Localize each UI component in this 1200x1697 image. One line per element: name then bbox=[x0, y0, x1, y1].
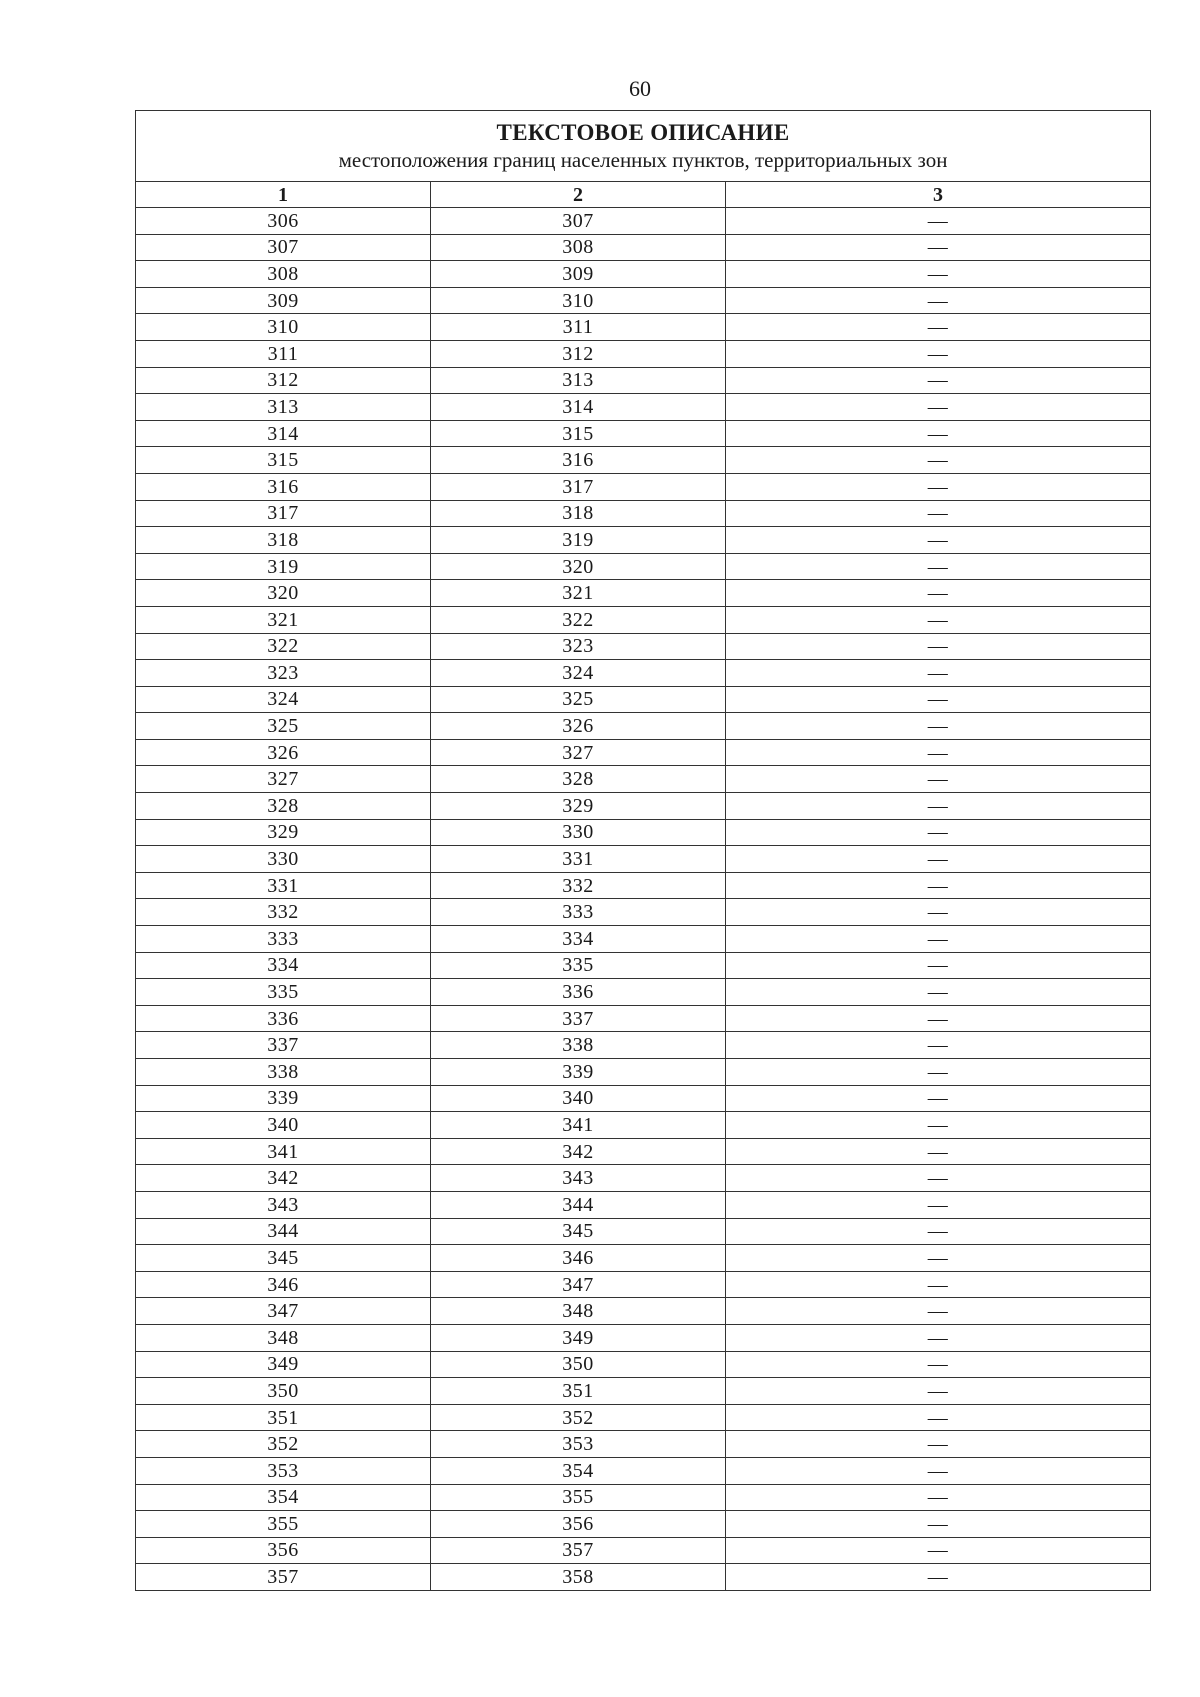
table-cell-col-2: 335 bbox=[431, 952, 726, 979]
table-row bbox=[136, 1191, 1151, 1218]
table-row bbox=[136, 1032, 1151, 1059]
table-cell-col-1: 330 bbox=[136, 846, 431, 873]
table-cell-col-3: — bbox=[726, 314, 1151, 341]
table-cell-col-2: 321 bbox=[431, 580, 726, 607]
table-cell-col-2: 357 bbox=[431, 1537, 726, 1564]
table-row bbox=[136, 1378, 1151, 1405]
table-cell-col-1: 320 bbox=[136, 580, 431, 607]
table-cell-col-3: — bbox=[726, 1404, 1151, 1431]
table-cell-col-2: 310 bbox=[431, 287, 726, 314]
table-cell-col-3: — bbox=[726, 1271, 1151, 1298]
table-cell-col-3: — bbox=[726, 1218, 1151, 1245]
table-cell-col-3: — bbox=[726, 1351, 1151, 1378]
table-row bbox=[136, 1511, 1151, 1538]
table-cell-col-1: 334 bbox=[136, 952, 431, 979]
table-cell-col-3: — bbox=[726, 1484, 1151, 1511]
table-cell-col-2: 341 bbox=[431, 1112, 726, 1139]
table-cell-col-1: 342 bbox=[136, 1165, 431, 1192]
table-cell-col-1: 328 bbox=[136, 793, 431, 820]
table-cell-col-3: — bbox=[726, 473, 1151, 500]
table-cell-col-2: 324 bbox=[431, 660, 726, 687]
table-cell-col-1: 315 bbox=[136, 447, 431, 474]
table-cell-col-3: — bbox=[726, 340, 1151, 367]
table-cell-col-2: 319 bbox=[431, 527, 726, 554]
table-cell-col-1: 346 bbox=[136, 1271, 431, 1298]
table-cell-col-3: — bbox=[726, 420, 1151, 447]
table-cell-col-3: — bbox=[726, 394, 1151, 421]
table-cell-col-1: 313 bbox=[136, 394, 431, 421]
table-cell-col-3: — bbox=[726, 979, 1151, 1006]
table-cell-col-1: 349 bbox=[136, 1351, 431, 1378]
table-cell-col-1: 326 bbox=[136, 739, 431, 766]
table-cell-col-2: 314 bbox=[431, 394, 726, 421]
table-cell-col-3: — bbox=[726, 527, 1151, 554]
table-row bbox=[136, 1564, 1151, 1591]
boundary-description-table bbox=[135, 110, 1151, 1591]
table-cell-col-2: 328 bbox=[431, 766, 726, 793]
table-cell-col-2: 352 bbox=[431, 1404, 726, 1431]
table-row bbox=[136, 926, 1151, 953]
table-cell-col-1: 314 bbox=[136, 420, 431, 447]
column-header-1: 1 bbox=[136, 182, 431, 208]
table-body bbox=[136, 208, 1151, 1591]
table-cell-col-1: 307 bbox=[136, 234, 431, 261]
table-cell-col-3: — bbox=[726, 447, 1151, 474]
table-cell-col-3: — bbox=[726, 633, 1151, 660]
table-cell-col-2: 317 bbox=[431, 473, 726, 500]
table-cell-col-2: 323 bbox=[431, 633, 726, 660]
table-cell-col-3: — bbox=[726, 819, 1151, 846]
table-cell-col-3: — bbox=[726, 367, 1151, 394]
table-cell-col-3: — bbox=[726, 1457, 1151, 1484]
table-row bbox=[136, 473, 1151, 500]
table-row bbox=[136, 872, 1151, 899]
table-cell-col-2: 325 bbox=[431, 686, 726, 713]
table-subtitle: местоположения границ населенных пунктов, территориальных зон bbox=[338, 148, 948, 172]
table-row bbox=[136, 447, 1151, 474]
table-cell-col-2: 322 bbox=[431, 606, 726, 633]
table-cell-col-1: 352 bbox=[136, 1431, 431, 1458]
table-cell-col-3: — bbox=[726, 793, 1151, 820]
table-row bbox=[136, 340, 1151, 367]
table-cell-col-2: 318 bbox=[431, 500, 726, 527]
table-row bbox=[136, 1404, 1151, 1431]
table-cell-col-1: 329 bbox=[136, 819, 431, 846]
table-row bbox=[136, 1431, 1151, 1458]
table-cell-col-1: 318 bbox=[136, 527, 431, 554]
table-cell-col-1: 337 bbox=[136, 1032, 431, 1059]
table-cell-col-3: — bbox=[726, 553, 1151, 580]
table-row bbox=[136, 793, 1151, 820]
table-cell-col-3: — bbox=[726, 1298, 1151, 1325]
table-row bbox=[136, 979, 1151, 1006]
table-cell-col-2: 338 bbox=[431, 1032, 726, 1059]
table-cell-col-2: 315 bbox=[431, 420, 726, 447]
table-cell-col-2: 355 bbox=[431, 1484, 726, 1511]
table-row bbox=[136, 287, 1151, 314]
table-cell-col-3: — bbox=[726, 208, 1151, 235]
table-cell-col-3: — bbox=[726, 261, 1151, 288]
table-row bbox=[136, 1005, 1151, 1032]
table-cell-col-2: 354 bbox=[431, 1457, 726, 1484]
table-cell-col-3: — bbox=[726, 872, 1151, 899]
table-cell-col-2: 316 bbox=[431, 447, 726, 474]
table-cell-col-2: 358 bbox=[431, 1564, 726, 1591]
table-row bbox=[136, 1484, 1151, 1511]
table-row bbox=[136, 367, 1151, 394]
table-row bbox=[136, 713, 1151, 740]
table-cell-col-1: 336 bbox=[136, 1005, 431, 1032]
table-cell-col-1: 323 bbox=[136, 660, 431, 687]
table-cell-col-1: 339 bbox=[136, 1085, 431, 1112]
table-cell-col-1: 341 bbox=[136, 1138, 431, 1165]
table-cell-col-2: 340 bbox=[431, 1085, 726, 1112]
table-cell-col-1: 319 bbox=[136, 553, 431, 580]
table-cell-col-2: 345 bbox=[431, 1218, 726, 1245]
table-cell-col-2: 356 bbox=[431, 1511, 726, 1538]
table-cell-col-3: — bbox=[726, 686, 1151, 713]
column-header-3: 3 bbox=[726, 182, 1151, 208]
table-cell-col-1: 333 bbox=[136, 926, 431, 953]
table-cell-col-1: 353 bbox=[136, 1457, 431, 1484]
table-cell-col-2: 346 bbox=[431, 1245, 726, 1272]
table-cell-col-1: 325 bbox=[136, 713, 431, 740]
table-row bbox=[136, 1085, 1151, 1112]
table-row bbox=[136, 1457, 1151, 1484]
page-number: 60 bbox=[629, 76, 651, 101]
table-cell-col-2: 344 bbox=[431, 1191, 726, 1218]
table-cell-col-3: — bbox=[726, 1245, 1151, 1272]
table-cell-col-3: — bbox=[726, 234, 1151, 261]
table-cell-col-3: — bbox=[726, 1431, 1151, 1458]
table-cell-col-2: 309 bbox=[431, 261, 726, 288]
table-cell-col-1: 338 bbox=[136, 1059, 431, 1086]
table-cell-col-2: 312 bbox=[431, 340, 726, 367]
column-header-2: 2 bbox=[431, 182, 726, 208]
table-cell-col-3: — bbox=[726, 739, 1151, 766]
table-cell-col-2: 330 bbox=[431, 819, 726, 846]
table-cell-col-1: 309 bbox=[136, 287, 431, 314]
table-cell-col-3: — bbox=[726, 1324, 1151, 1351]
table-cell-col-1: 347 bbox=[136, 1298, 431, 1325]
table-cell-col-3: — bbox=[726, 1059, 1151, 1086]
table-cell-col-2: 350 bbox=[431, 1351, 726, 1378]
table-cell-col-1: 348 bbox=[136, 1324, 431, 1351]
table-cell-col-3: — bbox=[726, 926, 1151, 953]
table-row bbox=[136, 1245, 1151, 1272]
table-cell-col-1: 354 bbox=[136, 1484, 431, 1511]
table-cell-col-3: — bbox=[726, 1112, 1151, 1139]
table-cell-col-1: 310 bbox=[136, 314, 431, 341]
table-cell-col-2: 334 bbox=[431, 926, 726, 953]
table-row bbox=[136, 234, 1151, 261]
table-cell-col-1: 321 bbox=[136, 606, 431, 633]
table-cell-col-2: 351 bbox=[431, 1378, 726, 1405]
table-cell-col-1: 312 bbox=[136, 367, 431, 394]
table-row bbox=[136, 208, 1151, 235]
table-cell-col-3: — bbox=[726, 1165, 1151, 1192]
table-cell-col-1: 345 bbox=[136, 1245, 431, 1272]
table-cell-col-1: 316 bbox=[136, 473, 431, 500]
table-row bbox=[136, 527, 1151, 554]
table-cell-col-3: — bbox=[726, 952, 1151, 979]
table-cell-col-3: — bbox=[726, 1085, 1151, 1112]
table-cell-col-3: — bbox=[726, 580, 1151, 607]
table-row bbox=[136, 952, 1151, 979]
table-cell-col-2: 331 bbox=[431, 846, 726, 873]
table-cell-col-1: 357 bbox=[136, 1564, 431, 1591]
table-cell-col-3: — bbox=[726, 1005, 1151, 1032]
table-cell-col-1: 350 bbox=[136, 1378, 431, 1405]
table-cell-col-2: 342 bbox=[431, 1138, 726, 1165]
table-cell-col-2: 347 bbox=[431, 1271, 726, 1298]
table-row bbox=[136, 420, 1151, 447]
table-cell-col-2: 333 bbox=[431, 899, 726, 926]
table-row bbox=[136, 1537, 1151, 1564]
table-cell-col-2: 343 bbox=[431, 1165, 726, 1192]
table-row bbox=[136, 739, 1151, 766]
table-row bbox=[136, 314, 1151, 341]
table-cell-col-3: — bbox=[726, 713, 1151, 740]
table-row bbox=[136, 1324, 1151, 1351]
table-cell-col-2: 308 bbox=[431, 234, 726, 261]
table-cell-col-3: — bbox=[726, 1378, 1151, 1405]
table-cell-col-2: 348 bbox=[431, 1298, 726, 1325]
table-row bbox=[136, 1059, 1151, 1086]
table-cell-col-1: 306 bbox=[136, 208, 431, 235]
table-cell-col-1: 344 bbox=[136, 1218, 431, 1245]
table-row bbox=[136, 1165, 1151, 1192]
table-cell-col-3: — bbox=[726, 606, 1151, 633]
table-row bbox=[136, 1351, 1151, 1378]
table-cell-col-2: 307 bbox=[431, 208, 726, 235]
table-cell-col-3: — bbox=[726, 1138, 1151, 1165]
table-cell-col-3: — bbox=[726, 846, 1151, 873]
table-cell-col-2: 320 bbox=[431, 553, 726, 580]
table-cell-col-3: — bbox=[726, 899, 1151, 926]
table-row bbox=[136, 261, 1151, 288]
table-cell-col-2: 313 bbox=[431, 367, 726, 394]
table-row bbox=[136, 1298, 1151, 1325]
table-cell-col-2: 349 bbox=[431, 1324, 726, 1351]
table-cell-col-2: 337 bbox=[431, 1005, 726, 1032]
table-cell-col-3: — bbox=[726, 287, 1151, 314]
table-cell-col-1: 355 bbox=[136, 1511, 431, 1538]
table-cell-col-2: 329 bbox=[431, 793, 726, 820]
table-cell-col-1: 335 bbox=[136, 979, 431, 1006]
table-caption-row bbox=[136, 111, 1151, 182]
table-cell-col-1: 322 bbox=[136, 633, 431, 660]
table-row bbox=[136, 1271, 1151, 1298]
table-title: ТЕКСТОВОЕ ОПИСАНИЕ bbox=[496, 120, 790, 145]
table-row bbox=[136, 686, 1151, 713]
table-cell-col-1: 356 bbox=[136, 1537, 431, 1564]
table-cell-col-2: 339 bbox=[431, 1059, 726, 1086]
table-cell-col-1: 317 bbox=[136, 500, 431, 527]
table-cell-col-1: 308 bbox=[136, 261, 431, 288]
table-cell-col-3: — bbox=[726, 660, 1151, 687]
table-row bbox=[136, 899, 1151, 926]
table-cell-col-2: 336 bbox=[431, 979, 726, 1006]
table-caption bbox=[136, 111, 1151, 182]
table-row bbox=[136, 553, 1151, 580]
table-row bbox=[136, 633, 1151, 660]
table-row bbox=[136, 394, 1151, 421]
table-row bbox=[136, 1218, 1151, 1245]
table-cell-col-1: 331 bbox=[136, 872, 431, 899]
table-cell-col-2: 326 bbox=[431, 713, 726, 740]
table-cell-col-1: 340 bbox=[136, 1112, 431, 1139]
column-header-row bbox=[136, 182, 1151, 208]
table-row bbox=[136, 500, 1151, 527]
table-cell-col-3: — bbox=[726, 1537, 1151, 1564]
table-row bbox=[136, 580, 1151, 607]
table-cell-col-3: — bbox=[726, 500, 1151, 527]
table-cell-col-3: — bbox=[726, 766, 1151, 793]
table-row bbox=[136, 1112, 1151, 1139]
table-cell-col-3: — bbox=[726, 1511, 1151, 1538]
table-cell-col-3: — bbox=[726, 1564, 1151, 1591]
table-row bbox=[136, 606, 1151, 633]
table-cell-col-3: — bbox=[726, 1032, 1151, 1059]
table-cell-col-1: 311 bbox=[136, 340, 431, 367]
table-row bbox=[136, 766, 1151, 793]
table-row bbox=[136, 819, 1151, 846]
table-cell-col-2: 332 bbox=[431, 872, 726, 899]
table-cell-col-2: 353 bbox=[431, 1431, 726, 1458]
table-cell-col-2: 327 bbox=[431, 739, 726, 766]
table-cell-col-3: — bbox=[726, 1191, 1151, 1218]
table-row bbox=[136, 1138, 1151, 1165]
table-cell-col-1: 324 bbox=[136, 686, 431, 713]
table-row bbox=[136, 660, 1151, 687]
table-cell-col-1: 351 bbox=[136, 1404, 431, 1431]
table-cell-col-1: 343 bbox=[136, 1191, 431, 1218]
table-row bbox=[136, 846, 1151, 873]
table-cell-col-1: 327 bbox=[136, 766, 431, 793]
table-cell-col-2: 311 bbox=[431, 314, 726, 341]
table-cell-col-1: 332 bbox=[136, 899, 431, 926]
